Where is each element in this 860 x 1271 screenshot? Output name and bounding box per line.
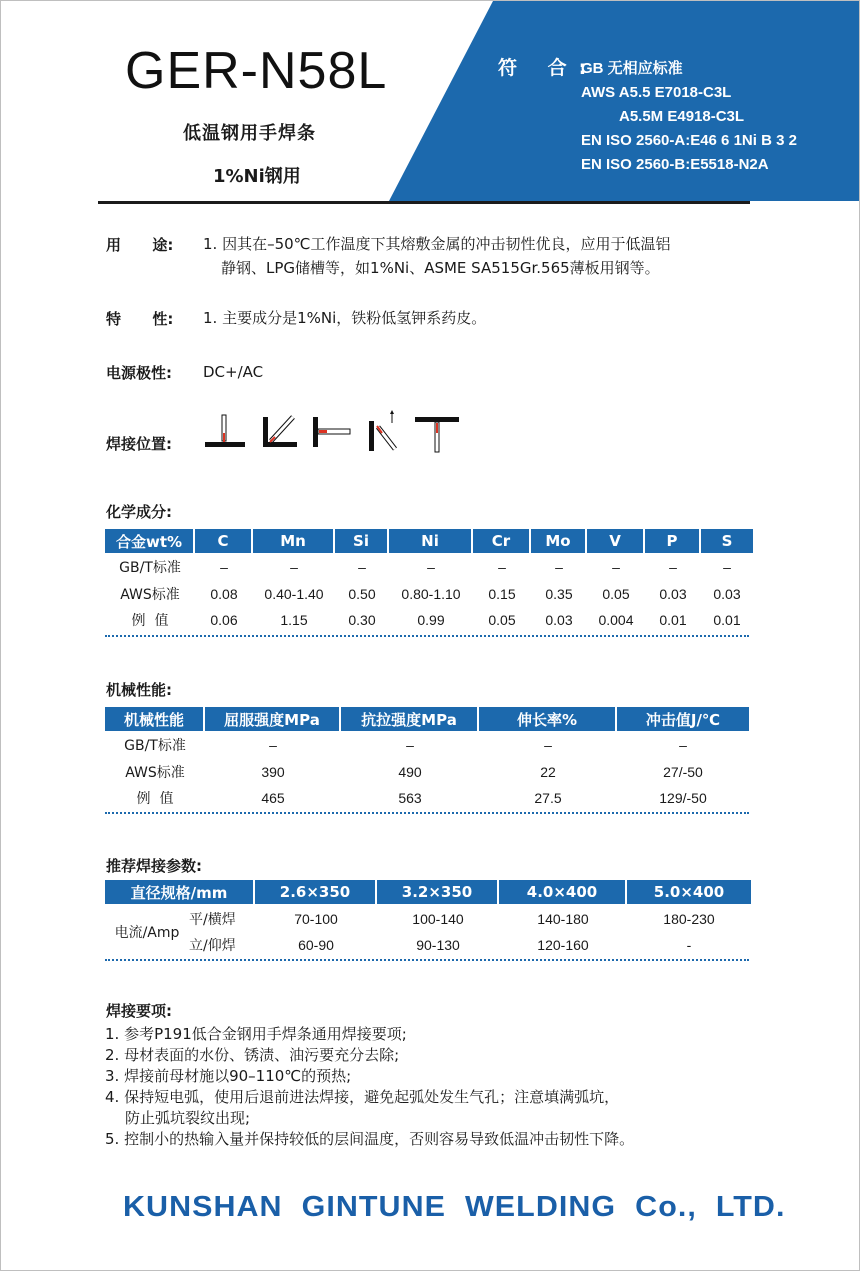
- table-cell: 1.15: [280, 612, 308, 628]
- table-cell: 22: [540, 764, 556, 780]
- table-cell: 129/-50: [659, 790, 707, 806]
- chem-header-cell: V: [587, 529, 645, 553]
- table-cell: 0.40-1.40: [264, 586, 324, 602]
- row-label: AWS标准: [125, 765, 185, 781]
- table-cell: 0.30: [348, 612, 376, 628]
- mech-table-header: [105, 707, 749, 731]
- horizontal-fillet-icon: [263, 417, 297, 447]
- chem-header-cell: Mn: [253, 529, 335, 553]
- table-cell: 0.03: [545, 612, 573, 628]
- product-model: GER-N58L: [125, 42, 388, 100]
- welding-positions-icons: [201, 409, 463, 455]
- chem-header-cell: C: [195, 529, 253, 553]
- chem-header-cell: Cr: [473, 529, 531, 553]
- table-cell: 0.05: [488, 612, 516, 628]
- table-cell: –: [679, 737, 687, 753]
- product-application: 1%Ni钢用: [213, 166, 301, 187]
- standard-item: EN ISO 2560-A:E46 6 1Ni B 3 2: [581, 132, 797, 149]
- table-row: [105, 555, 753, 579]
- positions-label: 焊接位置:: [106, 435, 172, 453]
- table-cell: 0.05: [602, 586, 630, 602]
- header-divider: [98, 201, 750, 204]
- mech-section-title: 机械性能:: [106, 681, 172, 699]
- table-cell: –: [498, 559, 506, 575]
- table-cell: 0.004: [598, 612, 634, 628]
- mech-table-divider: [105, 812, 749, 814]
- table-row: [105, 786, 749, 810]
- chem-header-cell: Si: [335, 529, 389, 553]
- table-cell: 0.03: [659, 586, 687, 602]
- mech-header-cell: 机械性能: [105, 707, 205, 731]
- mech-header-cell: 冲击值J/℃: [617, 707, 749, 731]
- standard-item: AWS A5.5 E7018-C3L: [581, 84, 732, 101]
- row-label: GB/T标准: [124, 738, 186, 754]
- table-row: [105, 907, 751, 931]
- standards-label: 符 合:: [498, 57, 599, 79]
- table-cell: –: [669, 559, 677, 575]
- table-cell: 0.03: [713, 586, 741, 602]
- table-cell: -: [686, 937, 692, 953]
- table-cell: 390: [261, 764, 285, 780]
- params-header-cell: 2.6×350: [255, 880, 377, 904]
- notes-list: [105, 1024, 634, 1150]
- table-cell: 0.01: [659, 612, 687, 628]
- table-cell: –: [358, 559, 366, 575]
- standards-list: [581, 57, 797, 177]
- mech-header-cell: 伸长率%: [479, 707, 617, 731]
- table-cell: –: [220, 559, 228, 575]
- table-cell: 0.99: [417, 612, 445, 628]
- row-label: AWS标准: [120, 587, 180, 603]
- table-cell: 0.08: [210, 586, 238, 602]
- table-cell: –: [269, 737, 277, 753]
- list-item: 4. 保持短电弧，使用后退前进法焊接，避免起弧处发生气孔；注意填满弧坑，: [105, 1088, 620, 1106]
- table-cell: 120-160: [537, 937, 589, 953]
- table-row: [105, 733, 749, 757]
- params-section-title: 推荐焊接参数:: [106, 857, 202, 875]
- overhead-position-icon: [415, 417, 459, 452]
- table-cell: 0.80-1.10: [401, 586, 461, 602]
- table-row: [105, 933, 751, 957]
- list-item: 1. 参考P191低合金钢用手焊条通用焊接要项;: [105, 1025, 407, 1043]
- features-label: 特 性:: [106, 310, 174, 328]
- chem-table-header: [105, 529, 753, 553]
- table-cell: 100-140: [412, 911, 464, 927]
- table-cell: 27.5: [534, 790, 562, 806]
- features-text: 1. 主要成分是1%Ni，铁粉低氢钾系药皮。: [203, 309, 487, 327]
- table-cell: 563: [398, 790, 422, 806]
- usage-text: [203, 232, 671, 280]
- table-cell: 0.06: [210, 612, 238, 628]
- chem-header-cell: 合金wt%: [105, 529, 195, 553]
- table-row: [105, 582, 753, 606]
- usage-line: 1. 因其在–50℃工作温度下其熔敷金属的冲击韧性优良，应用于低温铝: [203, 235, 671, 253]
- mech-header-cell: 抗拉强度MPa: [341, 707, 479, 731]
- params-table-divider: [105, 959, 749, 961]
- chem-header-cell: P: [645, 529, 701, 553]
- usage-label: 用 途:: [106, 236, 174, 254]
- polarity-label: 电源极性:: [106, 364, 172, 382]
- table-cell: 465: [261, 790, 285, 806]
- params-header-cell: 3.2×350: [377, 880, 499, 904]
- mech-header-cell: 屈服强度MPa: [205, 707, 341, 731]
- table-row: [105, 608, 753, 632]
- params-header-cell: 4.0×400: [499, 880, 627, 904]
- row-label: GB/T标准: [119, 560, 181, 576]
- standard-item: GB 无相应标准: [581, 60, 683, 77]
- chem-header-cell: Ni: [389, 529, 473, 553]
- params-table-header: [105, 880, 751, 904]
- table-cell: 0.01: [713, 612, 741, 628]
- chem-header-cell: Mo: [531, 529, 587, 553]
- spacer: [105, 933, 189, 957]
- polarity-value: DC+/AC: [203, 363, 264, 381]
- table-cell: –: [544, 737, 552, 753]
- list-item: 2. 母材表面的水份、锈渍、油污要充分去除;: [105, 1046, 400, 1064]
- current-row-label: 电流/Amp: [114, 925, 180, 941]
- params-header-cell: 直径规格/mm: [105, 880, 255, 904]
- standard-item: A5.5M E4918-C3L: [619, 108, 745, 125]
- company-name: KUNSHAN GINTUNE WELDING Co., LTD.: [123, 1191, 786, 1223]
- list-item: 5. 控制小的热输入量并保持较低的层间温度，否则容易导致低温冲击韧性下降。: [105, 1130, 635, 1148]
- notes-section-title: 焊接要项:: [106, 1002, 172, 1020]
- list-item: 3. 焊接前母材施以90–110℃的预热;: [105, 1067, 352, 1085]
- table-cell: 180-230: [663, 911, 715, 927]
- usage-line: 静钢、LPG储槽等，如1%Ni、ASME SA515Gr.565薄板用钢等。: [221, 259, 660, 277]
- table-cell: –: [290, 559, 298, 575]
- chem-header-cell: S: [701, 529, 753, 553]
- spacer: [105, 907, 189, 931]
- row-label: 立/仰焊: [189, 938, 236, 954]
- flat-position-icon: [205, 415, 245, 447]
- table-cell: –: [406, 737, 414, 753]
- chem-section-title: 化学成分:: [106, 503, 172, 521]
- table-cell: –: [555, 559, 563, 575]
- row-label: 例 值: [131, 613, 169, 629]
- table-cell: 0.50: [348, 586, 376, 602]
- list-item: 防止弧坑裂纹出现;: [125, 1109, 251, 1127]
- horizontal-position-icon: [313, 417, 350, 447]
- table-cell: 140-180: [537, 911, 589, 927]
- table-row: [105, 760, 749, 784]
- row-label: 例 值: [136, 791, 174, 807]
- table-cell: –: [427, 559, 435, 575]
- table-cell: –: [723, 559, 731, 575]
- table-cell: –: [612, 559, 620, 575]
- table-cell: 60-90: [298, 937, 334, 953]
- table-cell: 70-100: [294, 911, 338, 927]
- table-cell: 490: [398, 764, 422, 780]
- table-cell: 0.15: [488, 586, 516, 602]
- chem-table-divider: [105, 635, 749, 637]
- standard-item: EN ISO 2560-B:E5518-N2A: [581, 156, 769, 173]
- table-cell: 0.35: [545, 586, 573, 602]
- params-header-cell: 5.0×400: [627, 880, 751, 904]
- product-subtitle: 低温钢用手焊条: [183, 123, 316, 144]
- row-label: 平/横焊: [189, 912, 236, 928]
- vertical-position-icon: [369, 410, 395, 451]
- table-cell: 90-130: [416, 937, 460, 953]
- table-cell: 27/-50: [663, 764, 703, 780]
